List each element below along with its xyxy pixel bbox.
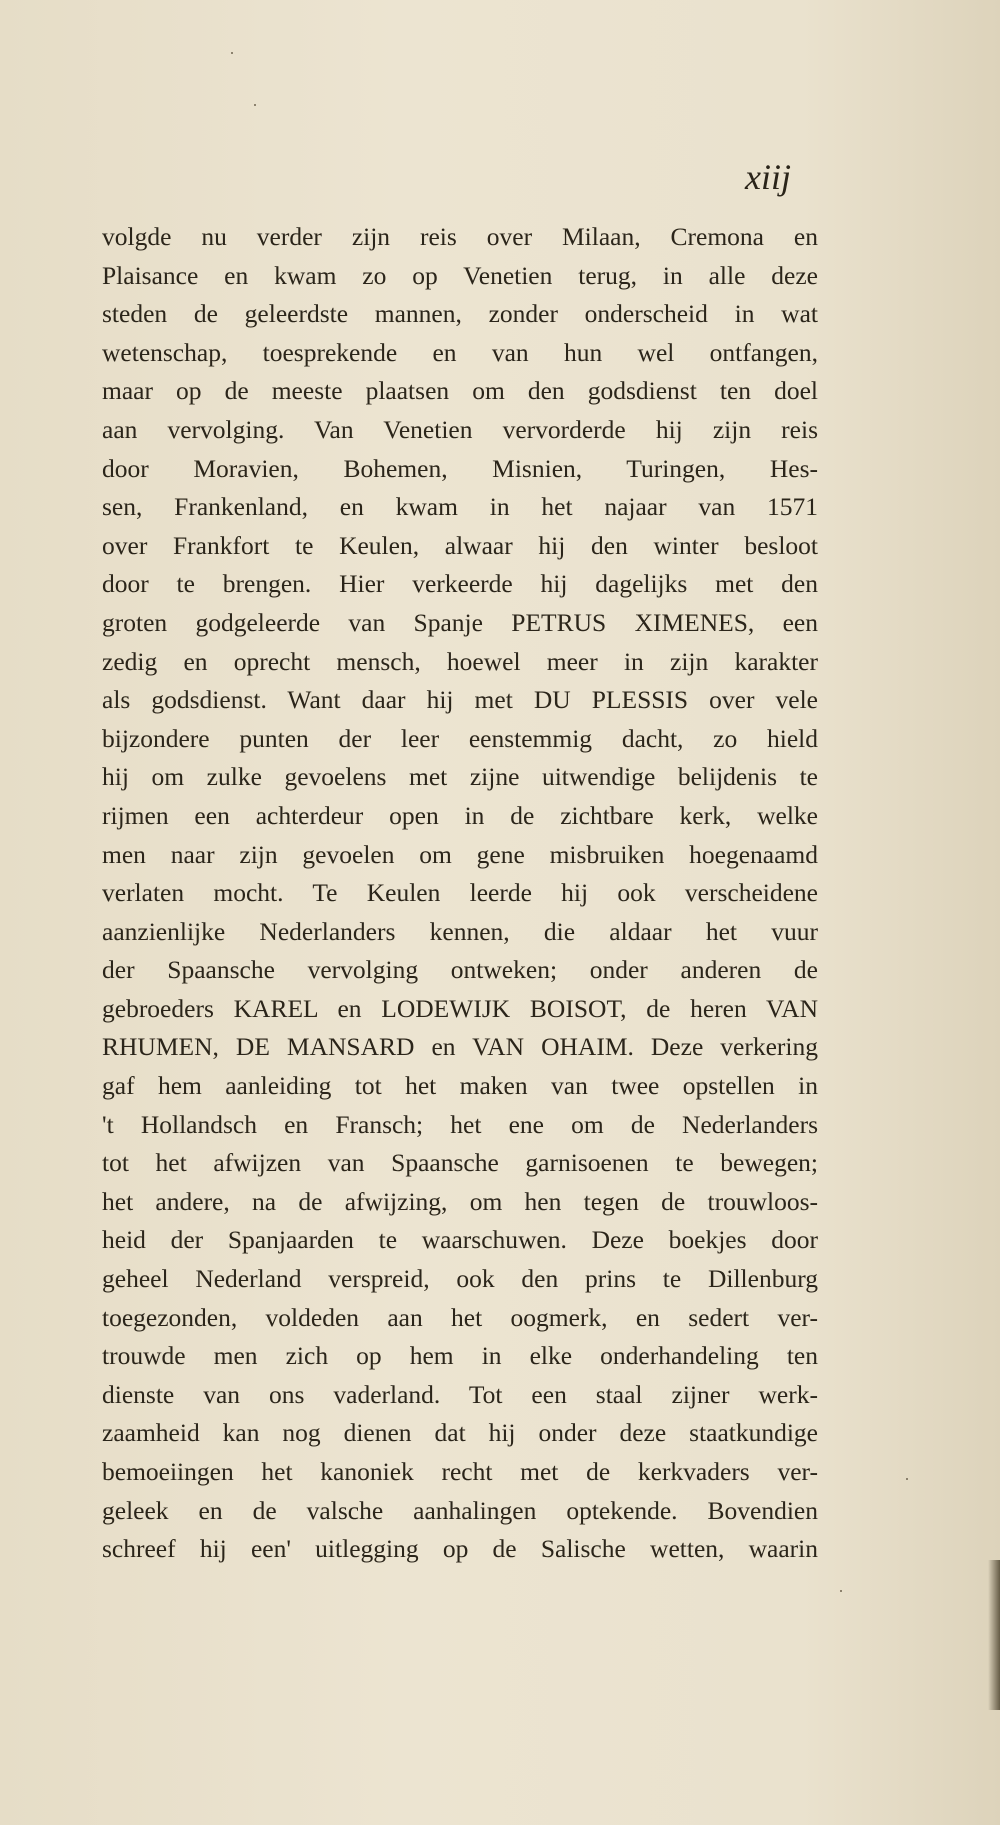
text-line: tot het afwijzen van Spaansche garnisoenen te bewegen;	[102, 1148, 818, 1178]
paper-speck	[906, 1478, 908, 1480]
text-line: gebroeders KAREL en LODEWIJK BOISOT, de heren VAN	[102, 993, 818, 1023]
text-line: steden de geleerdste mannen, zonder onderscheid in wat	[102, 299, 818, 329]
paper-speck	[231, 52, 233, 54]
text-line: der Spaansche vervolging ontweken; onder anderen de	[102, 955, 818, 985]
text-line: aanzienlijke Nederlanders kennen, die aldaar het vuur	[102, 916, 818, 946]
text-line: bijzondere punten der leer eenstemmig dacht, zo hield	[102, 723, 818, 753]
text-line: zedig en oprecht mensch, hoewel meer in zijn karakter	[102, 646, 818, 676]
text-line: heid der Spanjaarden te waarschuwen. Deze boekjes door	[102, 1225, 818, 1255]
text-line: volgde nu verder zijn reis over Milaan, Cremona en	[102, 222, 818, 251]
text-line: door Moravien, Bohemen, Misnien, Turingen, Hes-	[102, 453, 818, 483]
paper-speck	[254, 104, 256, 106]
body-text	[102, 218, 818, 1569]
text-line: als godsdienst. Want daar hij met DU PLESSIS over vele	[102, 685, 818, 715]
text-line: schreef hij een' uitlegging op de Salische wetten, waarin	[102, 1534, 818, 1564]
text-line: Plaisance en kwam zo op Venetien terug, in alle deze	[102, 260, 818, 290]
text-line: groten godgeleerde van Spanje PETRUS XIMENES, een	[102, 607, 818, 637]
text-line: rijmen een achterdeur open in de zichtbare kerk, welke	[102, 800, 818, 830]
text-line: toegezonden, voldeden aan het oogmerk, en sedert ver-	[102, 1302, 818, 1332]
text-line: over Frankfort te Keulen, alwaar hij den winter besloot	[102, 530, 818, 560]
page-edge-shadow	[988, 1560, 1000, 1710]
text-line: sen, Frankenland, en kwam in het najaar van 1571	[102, 492, 818, 522]
text-line: zaamheid kan nog dienen dat hij onder deze staatkundige	[102, 1418, 818, 1448]
text-line: dienste van ons vaderland. Tot een staal zijner werk-	[102, 1379, 818, 1409]
text-line: trouwde men zich op hem in elke onderhandeling ten	[102, 1341, 818, 1371]
paper-speck	[840, 1590, 842, 1592]
text-line: men naar zijn gevoelen om gene misbruiken hoegenaamd	[102, 839, 818, 869]
text-line: RHUMEN, DE MANSARD en VAN OHAIM. Deze verkering	[102, 1032, 818, 1062]
text-line: 't Hollandsch en Fransch; het ene om de Nederlanders	[102, 1109, 818, 1139]
text-line: hij om zulke gevoelens met zijne uitwendige belijdenis te	[102, 762, 818, 792]
text-line: door te brengen. Hier verkeerde hij dagelijks met den	[102, 569, 818, 599]
text-line: aan vervolging. Van Venetien vervorderde hij zijn reis	[102, 414, 818, 444]
text-line: geleek en de valsche aanhalingen optekende. Bovendien	[102, 1495, 818, 1525]
text-line: bemoeiingen het kanoniek recht met de kerkvaders ver-	[102, 1457, 818, 1486]
text-line: verlaten mocht. Te Keulen leerde hij ook verscheidene	[102, 878, 818, 908]
text-line: het andere, na de afwijzing, om hen tegen de trouwloos-	[102, 1186, 818, 1216]
page-number: xiij	[745, 157, 791, 197]
text-line: maar op de meeste plaatsen om den godsdienst ten doel	[102, 376, 818, 406]
text-line: wetenschap, toesprekende en van hun wel ontfangen,	[102, 337, 818, 367]
text-line: gaf hem aanleiding tot het maken van twee opstellen in	[102, 1071, 818, 1101]
text-line: geheel Nederland verspreid, ook den prins te Dillenburg	[102, 1264, 818, 1294]
